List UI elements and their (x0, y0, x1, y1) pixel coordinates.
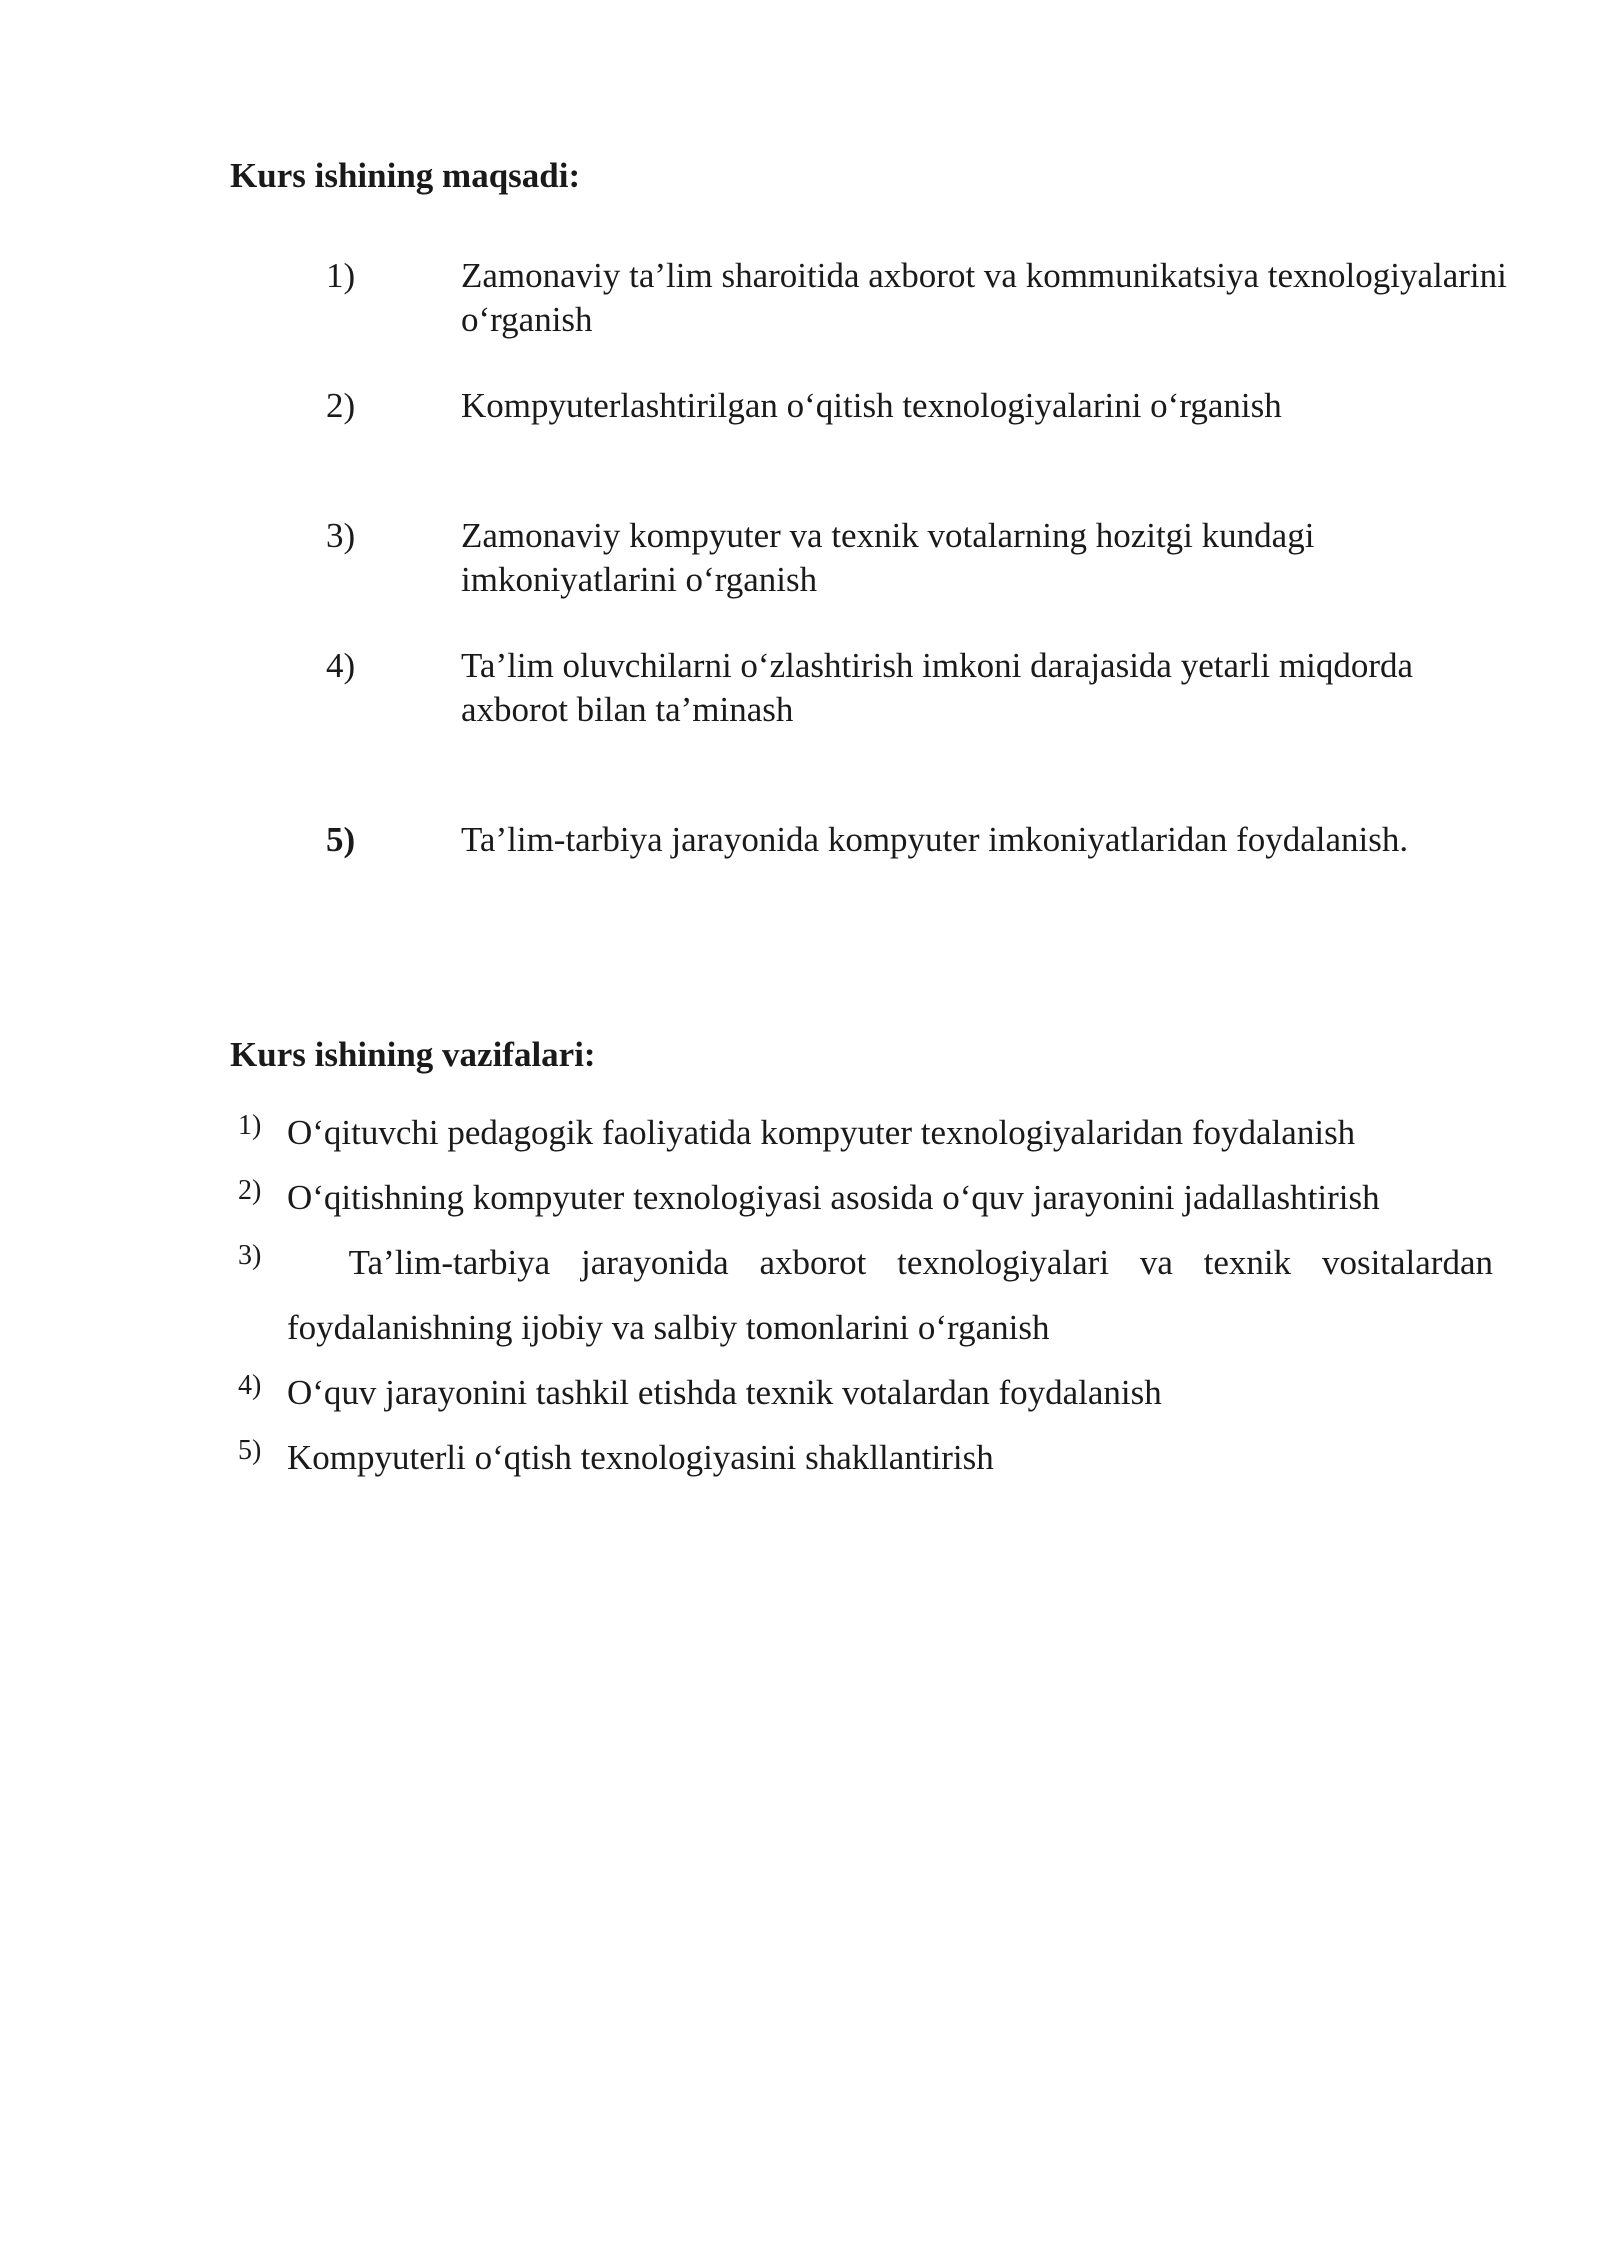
goal-number: 1) (326, 256, 356, 295)
goal-number: 4) (326, 646, 356, 685)
task-number: 2) (238, 1175, 262, 1206)
goal-text: Kompyuterlashtirilgan o‘qitish texnologiyalarini o‘rganish (461, 386, 1282, 425)
task-number: 3) (238, 1240, 262, 1271)
task-number: 5) (238, 1435, 262, 1466)
goal-number: 5) (326, 820, 356, 859)
goals-heading: Kurs ishining maqsadi: (230, 156, 581, 195)
goal-text: Zamonaviy kompyuter va texnik votalarning hozitgi kundagi imkoniyatlarini o‘rganish (461, 516, 1315, 599)
goal-text: Ta’lim oluvchilarni o‘zlashtirish imkoni darajasida yetarli miqdorda axborot bilan ta’minash (461, 646, 1414, 729)
goal-text: Zamonaviy ta’lim sharoitida axborot va kommunikatsiya texnologiyalarini o‘rganish (461, 256, 1507, 339)
task-text: O‘qituvchi pedagogik faoliyatida kompyuter texnologiyalaridan foydalanish (287, 1113, 1356, 1152)
task-text: O‘quv jarayonini tashkil etishda texnik votalardan foydalanish (287, 1373, 1162, 1412)
goal-number: 2) (326, 386, 356, 425)
task-text: Ta’lim-tarbiya jarayonida axborot texnologiyalari va texnik vositalardan foydalanishning ijobiy va salbiy tomonlarini o‘rganish (287, 1243, 1493, 1347)
task-number: 1) (238, 1110, 262, 1141)
goal-text: Ta’lim-tarbiya jarayonida kompyuter imkoniyatlaridan foydalanish. (461, 820, 1409, 859)
task-text: O‘qitishning kompyuter texnologiyasi asosida o‘quv jarayonini jadallashtirish (287, 1178, 1380, 1217)
goal-number: 3) (326, 516, 356, 555)
task-text: Kompyuterli o‘qtish texnologiyasini shakllantirish (287, 1438, 994, 1477)
task-number: 4) (238, 1370, 262, 1401)
tasks-heading: Kurs ishining vazifalari: (230, 1035, 596, 1074)
